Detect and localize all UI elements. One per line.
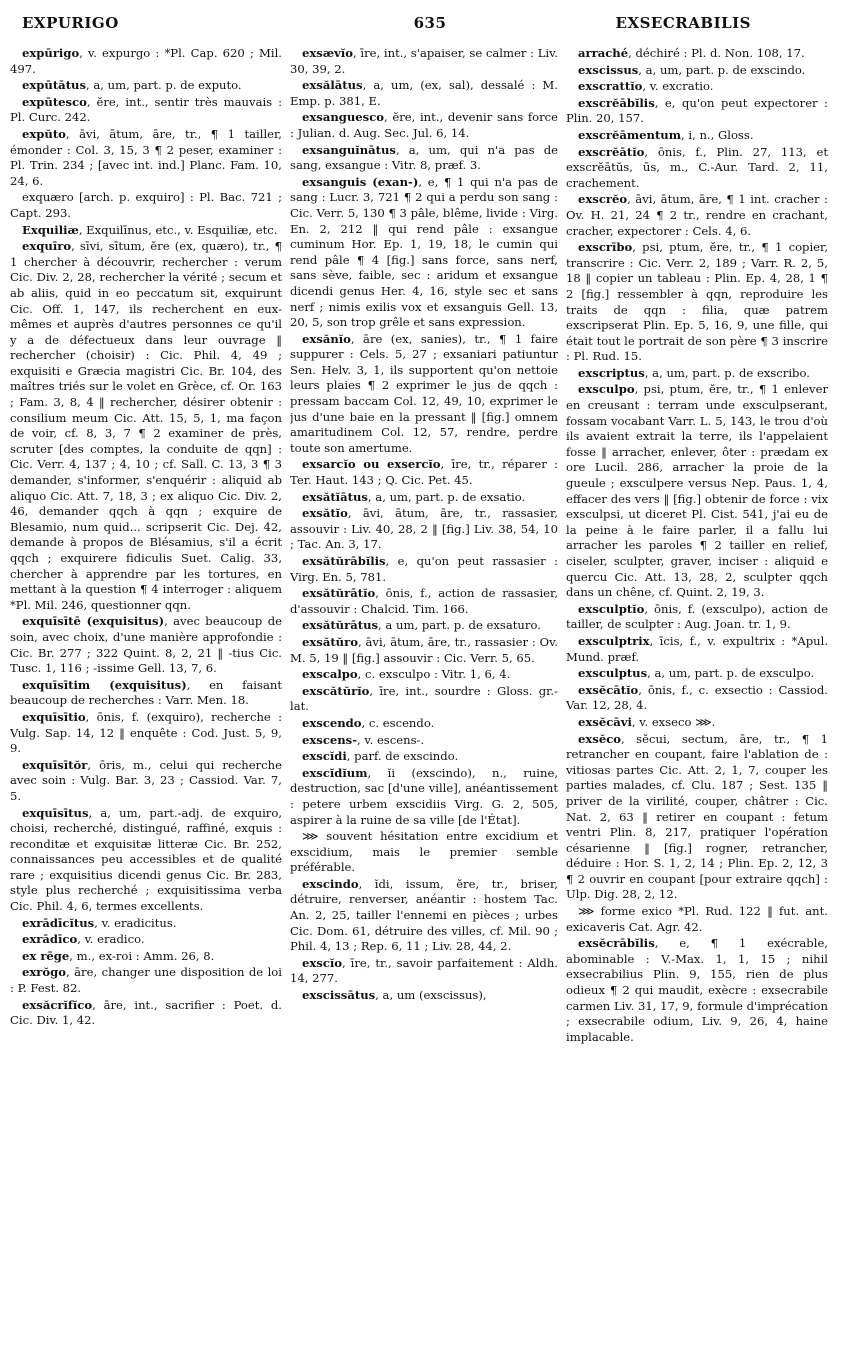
- dictionary-entry: exsătĭo, āvi, ātum, āre, tr., rassasier, assouvir : Liv. 40, 28, 2 ‖ [fig.] Liv. 38, 54, 10 ; Tac. An. 3, 17.: [290, 506, 558, 552]
- page-number: 635: [413, 14, 447, 32]
- dictionary-entry: exsăcrĭfĭco, āre, int., sacrifier : Poet. d. Cic. Div. 1, 42.: [10, 997, 282, 1028]
- dictionary-entry: expūrigo, v. expurgo : *Pl. Cap. 620 ; Mil. 497.: [10, 46, 282, 76]
- column-2: [290, 46, 558, 1364]
- dictionary-entry: exquīsītus, a, um, part.-adj. de exquiro, choisi, recherché, distingué, raffiné, exquis : reconditæ et exquisitæ litteræ Cic. Br. 252, connaissances peu accessibles et de qualité rare ; exquisitius dicendi genus Cic. Br. 283, style plus recherché ; exquisitissima verba Cic. Phil. 4, 6, termes excellents.: [10, 805, 282, 914]
- dictionary-entry: exscindo, ĭdi, issum, ĕre, tr., briser, détruire, renverser, anéantir : hostem Tac. An. 2, 25, tailler l'ennemi en pièces ; urbes Cic. Dom. 61, détruire des villes, cf. Mil. 90 ; Phil. 4, 13 ; Rep. 6, 11 ; Liv. 28, 44, 2.: [290, 876, 558, 954]
- dictionary-entry: exrādīcĭtus, v. eradicitus.: [22, 915, 177, 930]
- dictionary-entry: exsculptus, a, um, part. p. de exsculpo.: [578, 666, 815, 681]
- dictionary-entry: exscrattĭo, v. excratio.: [578, 79, 714, 94]
- dictionary-entry: exsĕcrābĭlis, e, ¶ 1 exécrable, abominable : V.-Max. 1, 1, 15 ; nihil exsecrabilius Plin. 9, 155, rien de plus odieux ¶ 2 qui maudit, exècre : exsecrabile carmen Liv. 31, 17, 9, formule d'imprécation ; exsecrabile odium, Liv. 9, 26, 4, haine implacable.: [566, 936, 828, 1044]
- dictionary-entry: exscrĕāmentum, i, n., Gloss.: [578, 127, 754, 142]
- dictionary-entry: exscendo, c. escendo.: [302, 715, 435, 730]
- dictionary-entry: exquīsītŏr, ōris, m., celui qui recherche avec soin : Vulg. Bar. 3, 23 ; Cassiod. Var. 7, 5.: [10, 757, 282, 803]
- dictionary-entry: exsătĭātus, a, um, part. p. de exsatio.: [302, 489, 526, 504]
- dictionary-entry: exrŏgo, āre, changer une disposition de loi : P. Fest. 82.: [10, 965, 282, 996]
- dictionary-entry: exscrĕo, āvi, ātum, āre, ¶ 1 int. cracher : Ov. H. 21, 24 ¶ 2 tr., rendre en crachant, cracher, expectorer : Cels. 4, 6.: [566, 192, 828, 238]
- dictionary-entry: exscĭdi, parf. de exscindo.: [302, 749, 459, 764]
- dictionary-entry: exscrĕātĭo, ōnis, f., Plin. 27, 113, et exscrĕātŭs, ūs, m., C.-Aur. Tard. 2, 11, crachement.: [566, 144, 828, 190]
- dictionary-entry: expūtesco, ĕre, int., sentir très mauvais : Pl. Curc. 242.: [10, 94, 282, 125]
- dictionary-entry: exrādīco, v. eradico.: [22, 932, 145, 947]
- dictionary-entry: exquīsītio, ōnis, f. (exquiro), recherche : Vulg. Sap. 14, 12 ‖ enquête : Cod. Just. 5, 9, 9.: [10, 709, 282, 756]
- dictionary-entry: exscrĕābĭlis, e, qu'on peut expectorer : Plin. 20, 157.: [566, 95, 828, 126]
- dictionary-entry: exscalpo, c. exsculpo : Vitr. 1, 6, 4.: [302, 667, 511, 682]
- dictionary-entry: exsĕco, sĕcui, sectum, āre, tr., ¶ 1 retrancher en coupant, faire l'ablation de : vitiosas partes Cic. Att. 2, 1, 7, couper les parties malades, cf. Clu. 187 ; Sest. 135 ‖ priver de la virilité, couper, châtrer : Cic. Nat. 2, 63 ‖ retirer en coupant : fetum ventri Plin. 8, 217, pratiquer l'opération césarienne ‖ [fig.] rogner, retrancher, déduire : Hor. S. 1, 2, 14 ; Plin. Ep. 2, 12, 3 ¶ 2 ouvrir en coupant [pour extraire qqch] : Ulp. Dig. 28, 2, 12.: [566, 731, 828, 902]
- header-right-headword: EXSECRABILIS: [615, 14, 751, 32]
- dictionary-entry: exscătŭrĭo, īre, int., sourdre : Gloss. gr.-lat.: [290, 683, 558, 714]
- dictionary-entry: exsanguesco, ĕre, int., devenir sans force : Julian. d. Aug. Sec. Jul. 6, 14.: [290, 110, 558, 140]
- dictionary-entry: exsătŭro, āvi, ātum, āre, tr., rassasier : Ov. M. 5, 19 ‖ [fig.] assouvir : Cic. Verr. 5, 65.: [290, 634, 558, 665]
- dictionary-entry: exsculptĭo, ōnis, f. (exsculpo), action de tailler, de sculpter : Aug. Joan. tr. 1, 9.: [566, 601, 828, 632]
- dictionary-entry: exscens-, v. escens-.: [302, 732, 425, 747]
- header-left-headword: EXPURIGO: [22, 14, 119, 32]
- dictionary-entry: exscĭdĭum, ĭi (exscindo), n., ruine, destruction, sac [d'une ville], anéantissement : petere urbem exscidiis Virg. G. 2, 505, aspirer à la ruine de sa ville [de l'État].: [290, 765, 558, 827]
- dictionary-entry: exsĕcātĭo, ōnis, f., c. exsectio : Cassiod. Var. 12, 28, 4.: [566, 682, 828, 713]
- dictionary-entry: expūtātus, a, um, part. p. de exputo.: [22, 78, 242, 93]
- dictionary-entry: expŭto, āvi, ātum, āre, tr., ¶ 1 tailler, émonder : Col. 3, 15, 3 ¶ 2 peser, examiner : Pl. Trin. 234 ; [avec int. ind.] Planc. Fam. 10, 24, 6.: [10, 126, 282, 188]
- dictionary-entry: ⋙ forme exico *Pl. Rud. 122 ‖ fut. ant. exicaveris Cat. Agr. 42.: [566, 904, 828, 934]
- dictionary-entry: exscissus, a, um, part. p. de exscindo.: [578, 62, 806, 77]
- dictionary-entry: Exquiliæ, Exquilīnus, etc., v. Esquiliæ, etc.: [22, 222, 278, 237]
- dictionary-entry: exsălātus, a, um, (ex, sal), dessalé : M. Emp. p. 381, E.: [290, 78, 558, 108]
- dictionary-entry: ⋙ souvent hésitation entre excidium et exscidium, mais le premier semble préférable.: [290, 829, 558, 875]
- dictionary-entry: ex rēge, m., ex-roi : Amm. 26, 8.: [22, 948, 215, 963]
- dictionary-entry: exquīsītim (exquisitus), en faisant beaucoup de recherches : Varr. Men. 18.: [10, 677, 282, 708]
- dictionary-entry: exquīsītē (exquisitus), avec beaucoup de soin, avec choix, d'une manière approfondie : Cic. Br. 277 ; 322 Quint. 8, 2, 21 ‖ -tius Cic. Tusc. 1, 116 ; -issime Gell. 13, 7, 6.: [10, 614, 282, 676]
- dictionary-entry: exscissātus, a, um (exscissus),: [302, 988, 487, 1003]
- page-header: [0, 14, 841, 44]
- dictionary-entry: exscĭo, īre, tr., savoir parfaitement : Aldh. 14, 277.: [290, 955, 558, 986]
- dictionary-entry: exsanguis (exan-), e, ¶ 1 qui n'a pas de sang : Lucr. 3, 721 ¶ 2 qui a perdu son sang : Cic. Verr. 5, 130 ¶ 3 pâle, blême, livide : Virg. En. 2, 212 ‖ qui rend pâle : exsangue cuminum Hor. Ep. 1, 19, 18, le cumin qui rend pâle ¶ 4 [fig.] sans force, sans nerf, sans sève, faible, sec : aridum et exsangue dicendi genus Her. 4, 16, style sec et sans nerf ; nimis exilis vox et exsanguis Gell. 13, 20, 5, son trop grêle et sans expression.: [290, 174, 558, 330]
- dictionary-entry: exquæro [arch. p. exquiro] : Pl. Bac. 721 ; Capt. 293.: [10, 190, 282, 220]
- dictionary-entry: exsĕcāvi, v. exseco ⋙.: [578, 714, 716, 729]
- column-3: [566, 46, 828, 1364]
- dictionary-entry: exsculpo, psi, ptum, ĕre, tr., ¶ 1 enlever en creusant : terram unde exsculpserant, fossam vocabant Varr. L. 5, 143, le trou d'où ils avaient extrait la terre, ils l'appelaient fosse ‖ arracher, enlever, ôter : prædam ex ore Lucil. 286, arracher la proie de la gueule ; exsculpere versus Nep. Paus. 1, 4, effacer des vers ‖ [fig.] obtenir de force : vix exsculpsi, ut diceret Pl. Cist. 541, j'ai eu de la peine à le faire parler, il a fallu lui arracher les paroles ¶ 2 tailler en relief, ciseler, sculpter, graver, inciser : aliquid e quercu Cic. Att. 13, 28, 2, sculpter qqch dans un chêne, cf. Quint. 2, 19, 3.: [566, 382, 828, 600]
- dictionary-entry: exsanguĭnātus, a, um, qui n'a pas de sang, exsangue : Vitr. 8, præf. 3.: [290, 142, 558, 173]
- dictionary-entry: exsævĭo, īre, int., s'apaiser, se calmer : Liv. 30, 39, 2.: [290, 46, 558, 76]
- dictionary-entry: exsătŭrātĭo, ōnis, f., action de rassasier, d'assouvir : Chalcid. Tim. 166.: [290, 586, 558, 616]
- dictionary-entry: exscrībo, psi, ptum, ĕre, tr., ¶ 1 copier, transcrire : Cic. Verr. 2, 189 ; Varr. R. 2, 5, 18 ‖ copier un tableau : Plin. Ep. 4, 28, 1 ¶ 2 [fig.] ressembler à qqn, reproduire les traits de qqn : filia, quæ patrem exscripserat Plin. Ep. 5, 16, 9, une fille, qui était tout le portrait de son père ¶ 3 inscrire : Pl. Rud. 15.: [566, 240, 828, 364]
- dictionary-entry: exsănĭo, āre (ex, sanies), tr., ¶ 1 faire suppurer : Cels. 5, 27 ; exsaniari patiuntur Sen. Helv. 3, 1, ils supportent qu'on nettoie leurs plaies ¶ 2 exprimer le jus de qqch : pressam baccam Col. 12, 49, 10, exprimer le jus d'une baie en la pressant ‖ [fig.] omnem amaritudinem Col. 12, 57, rendre, perdre toute son amertume.: [290, 331, 558, 455]
- dictionary-entry: exscriptus, a, um, part. p. de exscribo.: [578, 365, 810, 380]
- dictionary-entry: exsculptrix, īcis, f., v. expultrix : *Apul. Mund. præf.: [566, 633, 828, 664]
- dictionary-entry: arraché, déchiré : Pl. d. Non. 108, 17.: [578, 46, 805, 60]
- dictionary-entry: exsătŭrābĭlis, e, qu'on peut rassasier : Virg. En. 5, 781.: [290, 554, 558, 584]
- column-1: [10, 46, 282, 1364]
- dictionary-entry: exsarcĭo ou exsercĭo, īre, tr., réparer : Ter. Haut. 143 ; Q. Cic. Pet. 45.: [290, 457, 558, 488]
- dictionary-entry: exquīro, sīvi, sītum, ĕre (ex, quæro), tr., ¶ 1 chercher à découvrir, rechercher : verum Cic. Div. 2, 28, rechercher la vérité ; secum et ab aliis, quid in eo peccatum sit, exquirunt Cic. Off. 1, 147, ils recherchent en eux-mêmes et auprès d'autres personnes ce qu'il y a de défectueux dans leur ouvrage ‖ rechercher (choisir) : Cic. Phil. 4, 49 ; exquisiti e Græcia magistri Cic. Br. 104, des maîtres triés sur le volet en Grèce, cf. Or. 163 ; Fam. 3, 8, 4 ‖ rechercher, désirer obtenir : consilium meum Cic. Att. 15, 5, 1, ma façon de voir, cf. 8, 3, 7 ¶ 2 examiner de près, scruter [des comptes, la conduite de qqn] : Cic. Verr. 4, 137 ; 4, 10 ; cf. Sall. C. 13, 3 ¶ 3 demander, s'informer, s'enquérir : aliquid ab aliquo Cic. Att. 7, 18, 3 ; ex aliquo Cic. Div. 2, 46, demander qqch à qqn ; exquire de Blesamio, num quid... scripserit Cic. Dej. 42, demande à propos de Blésamius, s'il a écrit qqch ; exquirere fidiculis Suet. Calig. 33, chercher à apprendre par les tortures, en mettant à la question ¶ 4 interroger : aliquem *Pl. Mil. 246, questionner qqn.: [10, 239, 282, 612]
- dictionary-entry: exsătŭrātus, a um, part. p. de exsaturo.: [302, 618, 541, 633]
